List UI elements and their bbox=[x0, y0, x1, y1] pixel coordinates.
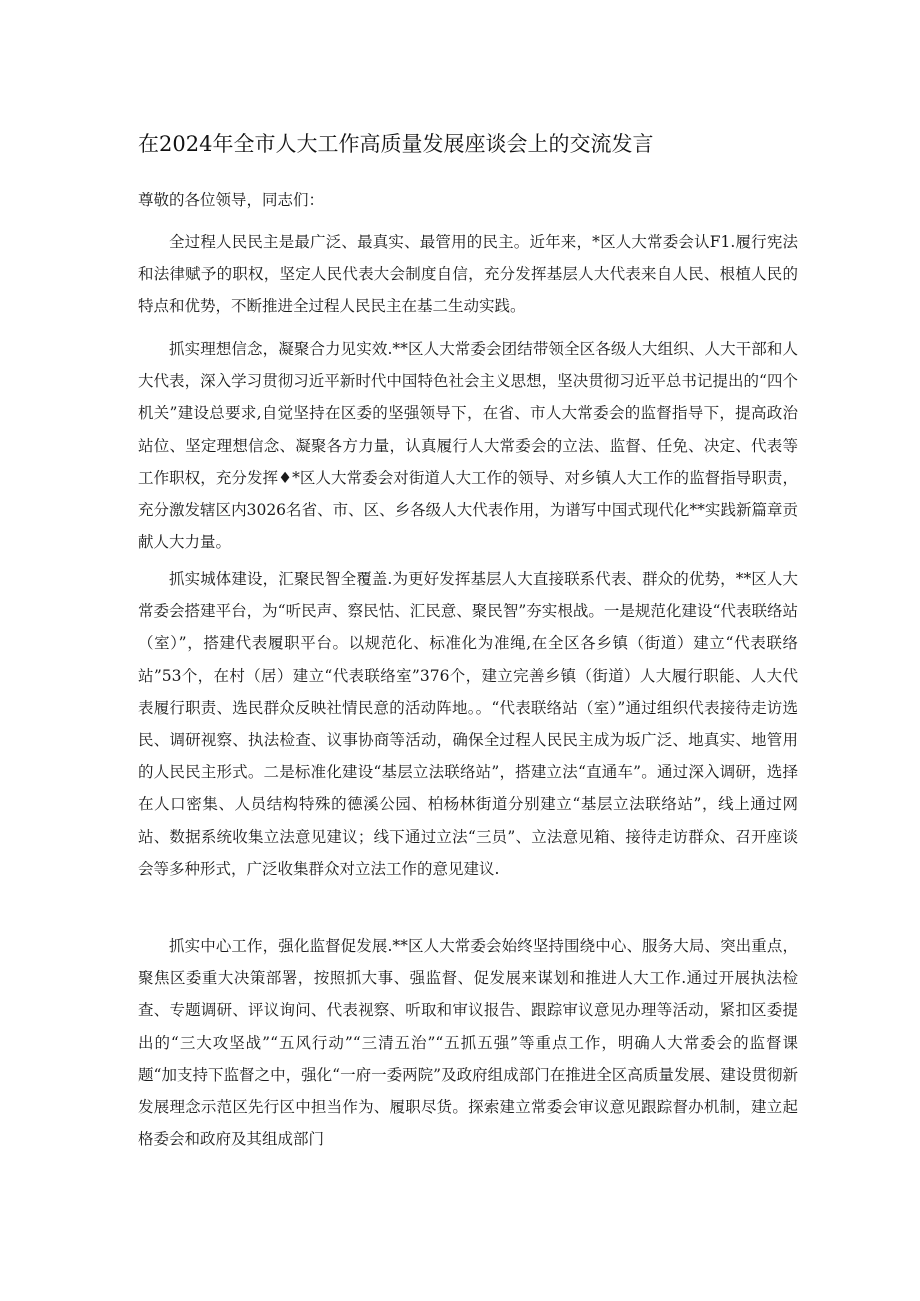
paragraph: 抓实中心工作，强化监督促发展.**区人大常委会始终坚持围绕中心、服务大局、突出重点，聚焦区委重大决策部署，按照抓大事、强监督、促发展来谋划和推进人大工作.通过开展执法检查、专题调研、评议询问、代表视察、听取和审议报告、跟踪审议意见办理等活动，紧扣区委提出的“三大攻坚战”“五风行动”“三清五治”“五抓五强”等重点工作，明确人大常委会的监督课题“加支持下监督之中，强化“一府一委两院”及政府组成部门在推进全区高质量发展、建设贯彻新发展理念示范区先行区中担当作为、履职尽货。探索建立常委会审议意见跟踪督办机制，建立起格委会和政府及其组成部门 bbox=[138, 937, 798, 1149]
paragraph: 抓实理想信念，凝聚合力见实效.**区人大常委会团结带领全区各级人大组织、人大干部和人大代表，深入学习贯彻习近平新时代中国特色社会主义思想，坚决贯彻习近平总书记提出的“四个机关”建设总要求,自觉坚持在区委的坚强领导下，在省、市人大常委会的监督指导下，提高政治站位、坚定理想信念、凝聚各方力量，认真履行人大常委会的立法、监督、任免、决定、代表等工作职权，充分发挥♦*区人大常委会对街道人大工作的领导、对乡镇人大工作的监督指导职责，充分激发辖区内3026名省、市、区、乡各级人大代表作用，为谱写中国式现代化**实践新篇章贡献人大力量。 bbox=[138, 340, 798, 552]
paragraph: 抓实城体建设，汇聚民智全覆盖.为更好发挥基层人大直接联系代表、群众的优势，**区人大常委会搭建平台，为“听民声、察民怙、汇民意、聚民智”夯实根战。一是规范化建设“代表联络站（室）”，搭建代表履职平台。以规范化、标准化为准绳,在全区各乡镇（街道）建立“代表联络站”53个，在村（居）建立“代表联络室”376个，建立完善乡镇（街道）人大履行职能、人大代表履行职责、选民群众反映社情民意的活动阵地。。“代表联络站（室）”通过组织代表接待走访选民、调研视察、执法检查、议事协商等活动，确保全过程人民民主成为坂广泛、地真实、地管用的人民民主形式。二是标准化建设“基层立法联络站”，搭建立法“直通车”。通过深入调研，选择在人口密集、人员结构特殊的德溪公园、柏杨林街道分别建立“基层立法联络站”，线上通过网站、数据系统收集立法意见建议；线下通过立法“三员”、立法意见箱、接待走访群众、召开座谈会等多种形式，广泛收集群众对立法工作的意见建议. bbox=[138, 570, 798, 878]
paragraph-1-container bbox=[138, 226, 798, 326]
paragraph-2-container bbox=[138, 333, 798, 563]
salutation: 尊敬的各位领导，同志们： bbox=[138, 191, 325, 209]
paragraph-3-container bbox=[138, 563, 798, 919]
paragraph: 全过程人民民主是最广泛、最真实、最管用的民主。近年来，*区人大常委会认F1.履行宪法和法律赋予的职权，坚定人民代表大会制度自信，充分发挥基层人大代表来自人民、根植人民的特点和优势，不断推进全过程人民民主在基二生动实践。 bbox=[138, 233, 798, 316]
paragraph-4-container bbox=[138, 930, 798, 1160]
document-title: 在2024年全市人大工作高质量发展座谈会上的交流发言 bbox=[138, 132, 654, 156]
